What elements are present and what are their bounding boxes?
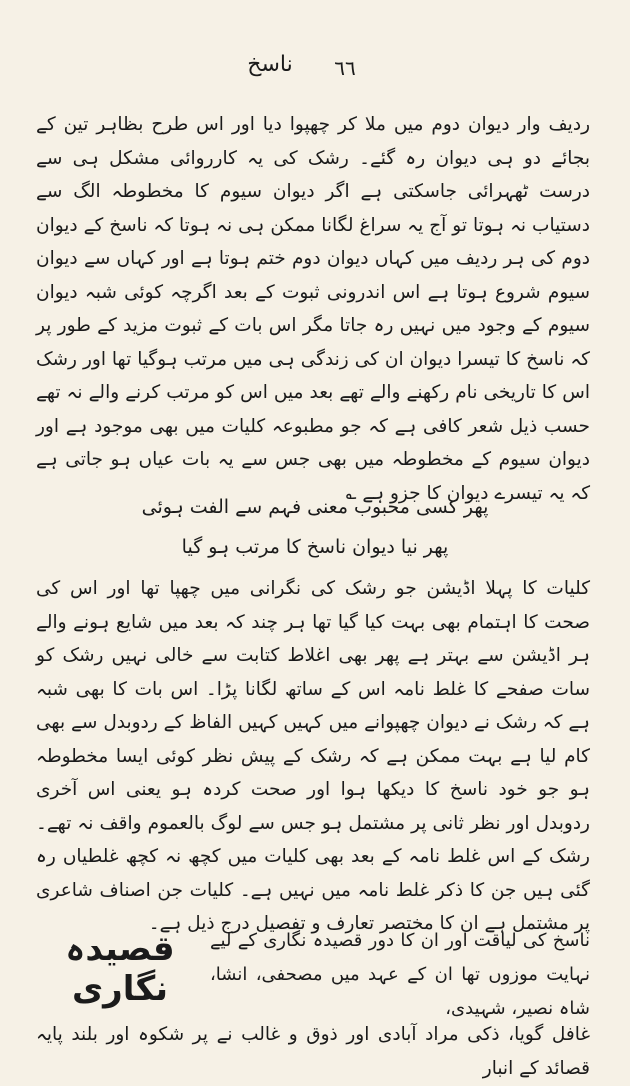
paragraph-4: غافل گویا، ذکی مراد آبادی اور ذوق و غالب نے پر شکوہ اور بلند پایہ قصائد کے انبار — [36, 1024, 590, 1079]
page-number: ٦٦ — [334, 56, 356, 80]
paragraph-2: کلیات کا پہلا اڈیشن جو رشک کی نگرانی میں چھپا تھا اور اس کی صحت کا اہتمام بھی بہت کیا گیا تھا ہر چند کہ بعد میں شایع ہونے والے ہر اڈیشن سے بہتر ہے پھر بھی اغلاط کتابت سے خالی نہیں رشک کو سات صفحے کا غلط نامہ اس کے ساتھ لگانا پڑا۔ اس بات کا بھی شبہ ہے کہ رشک نے دیوان چھپوانے میں کہیں کہیں الفاظ کے ردوبدل سے بھی کام لیا ہے بہت ممکن ہے کہ رشک کے پیش نظر کوئی ایسا مخطوطہ ہو جو خود ناسخ کا دیکھا ہوا اور صحت کردہ ہو یعنی اس آخری ردوبدل اور نظر ثانی پر مشتمل ہو جس سے لوگ بالعموم واقف نہ تھے۔ رشک کے اس غلط نامہ کے بعد بھی کلیات میں کچھ نہ کچھ غلطیاں رہ گئی ہیں جن کا ذکر غلط نامہ میں نہیں ہے۔ کلیات جن اصناف شاعری پر مشتمل ہے ان کا مختصر تعارف و تفصیل درج ذیل ہے۔ — [36, 578, 590, 934]
page-header — [0, 52, 630, 88]
paragraph-1: ردیف وار دیوان دوم میں ملا کر چھپوا دیا اور اس طرح بظاہر تین کے بجائے دو ہی دیوان رہ گئے۔ رشک کی یہ کارروائی مشکل ہی سے درست ٹھہرائی جاسکتی ہے اگر دیوان سیوم کا مخطوطہ الگ سے دستیاب نہ ہوتا تو آج یہ سراغ لگانا ممکن ہی نہ ہوتا کہ ناسخ کے دیوان دوم کی ہر ردیف میں کہاں دیوان دوم ختم ہوتا ہے اور کہاں سے دیوان سیوم شروع ہوتا ہے اس اندرونی ثبوت کے بعد اگرچہ کوئی شبہ دیوان سیوم کے وجود میں نہیں رہ جاتا مگر اس بات کے ثبوت مزید کے طور پر کہ ناسخ کا تیسرا دیوان ان کی زندگی ہی میں مرتب ہوگیا تھا اور رشک اس کا تاریخی نام رکھنے والے تھے بعد میں اس کو مرتب کرنے والے نہ تھے حسب ذیل شعر کافی ہے کہ جو مطبوعہ کلیات میں بھی موجود ہے اور دیوان سیوم کے مخطوطہ میں بھی جس سے یہ بات عیاں ہو جاتی ہے کہ یہ تیسرے دیوان کا جزو ہے ؎ — [36, 114, 590, 504]
section-heading: قصیدہ نگاری — [65, 929, 175, 1009]
couplet-line-2: پھر نیا دیوان ناسخ کا مرتب ہو گیا — [181, 536, 449, 558]
running-title: ناسخ — [247, 52, 293, 77]
paragraph-3: ناسخ کی لیاقت اور ان کا دور قصیدہ نگاری کے لیے نہایت موزوں تھا ان کے عہد میں مصحفی، انشا، شاہ نصیر، شہیدی، — [210, 930, 590, 1019]
couplet-line-1: پھر کسی محبوب معنی فہم سے الفت ہوئی — [141, 496, 489, 518]
